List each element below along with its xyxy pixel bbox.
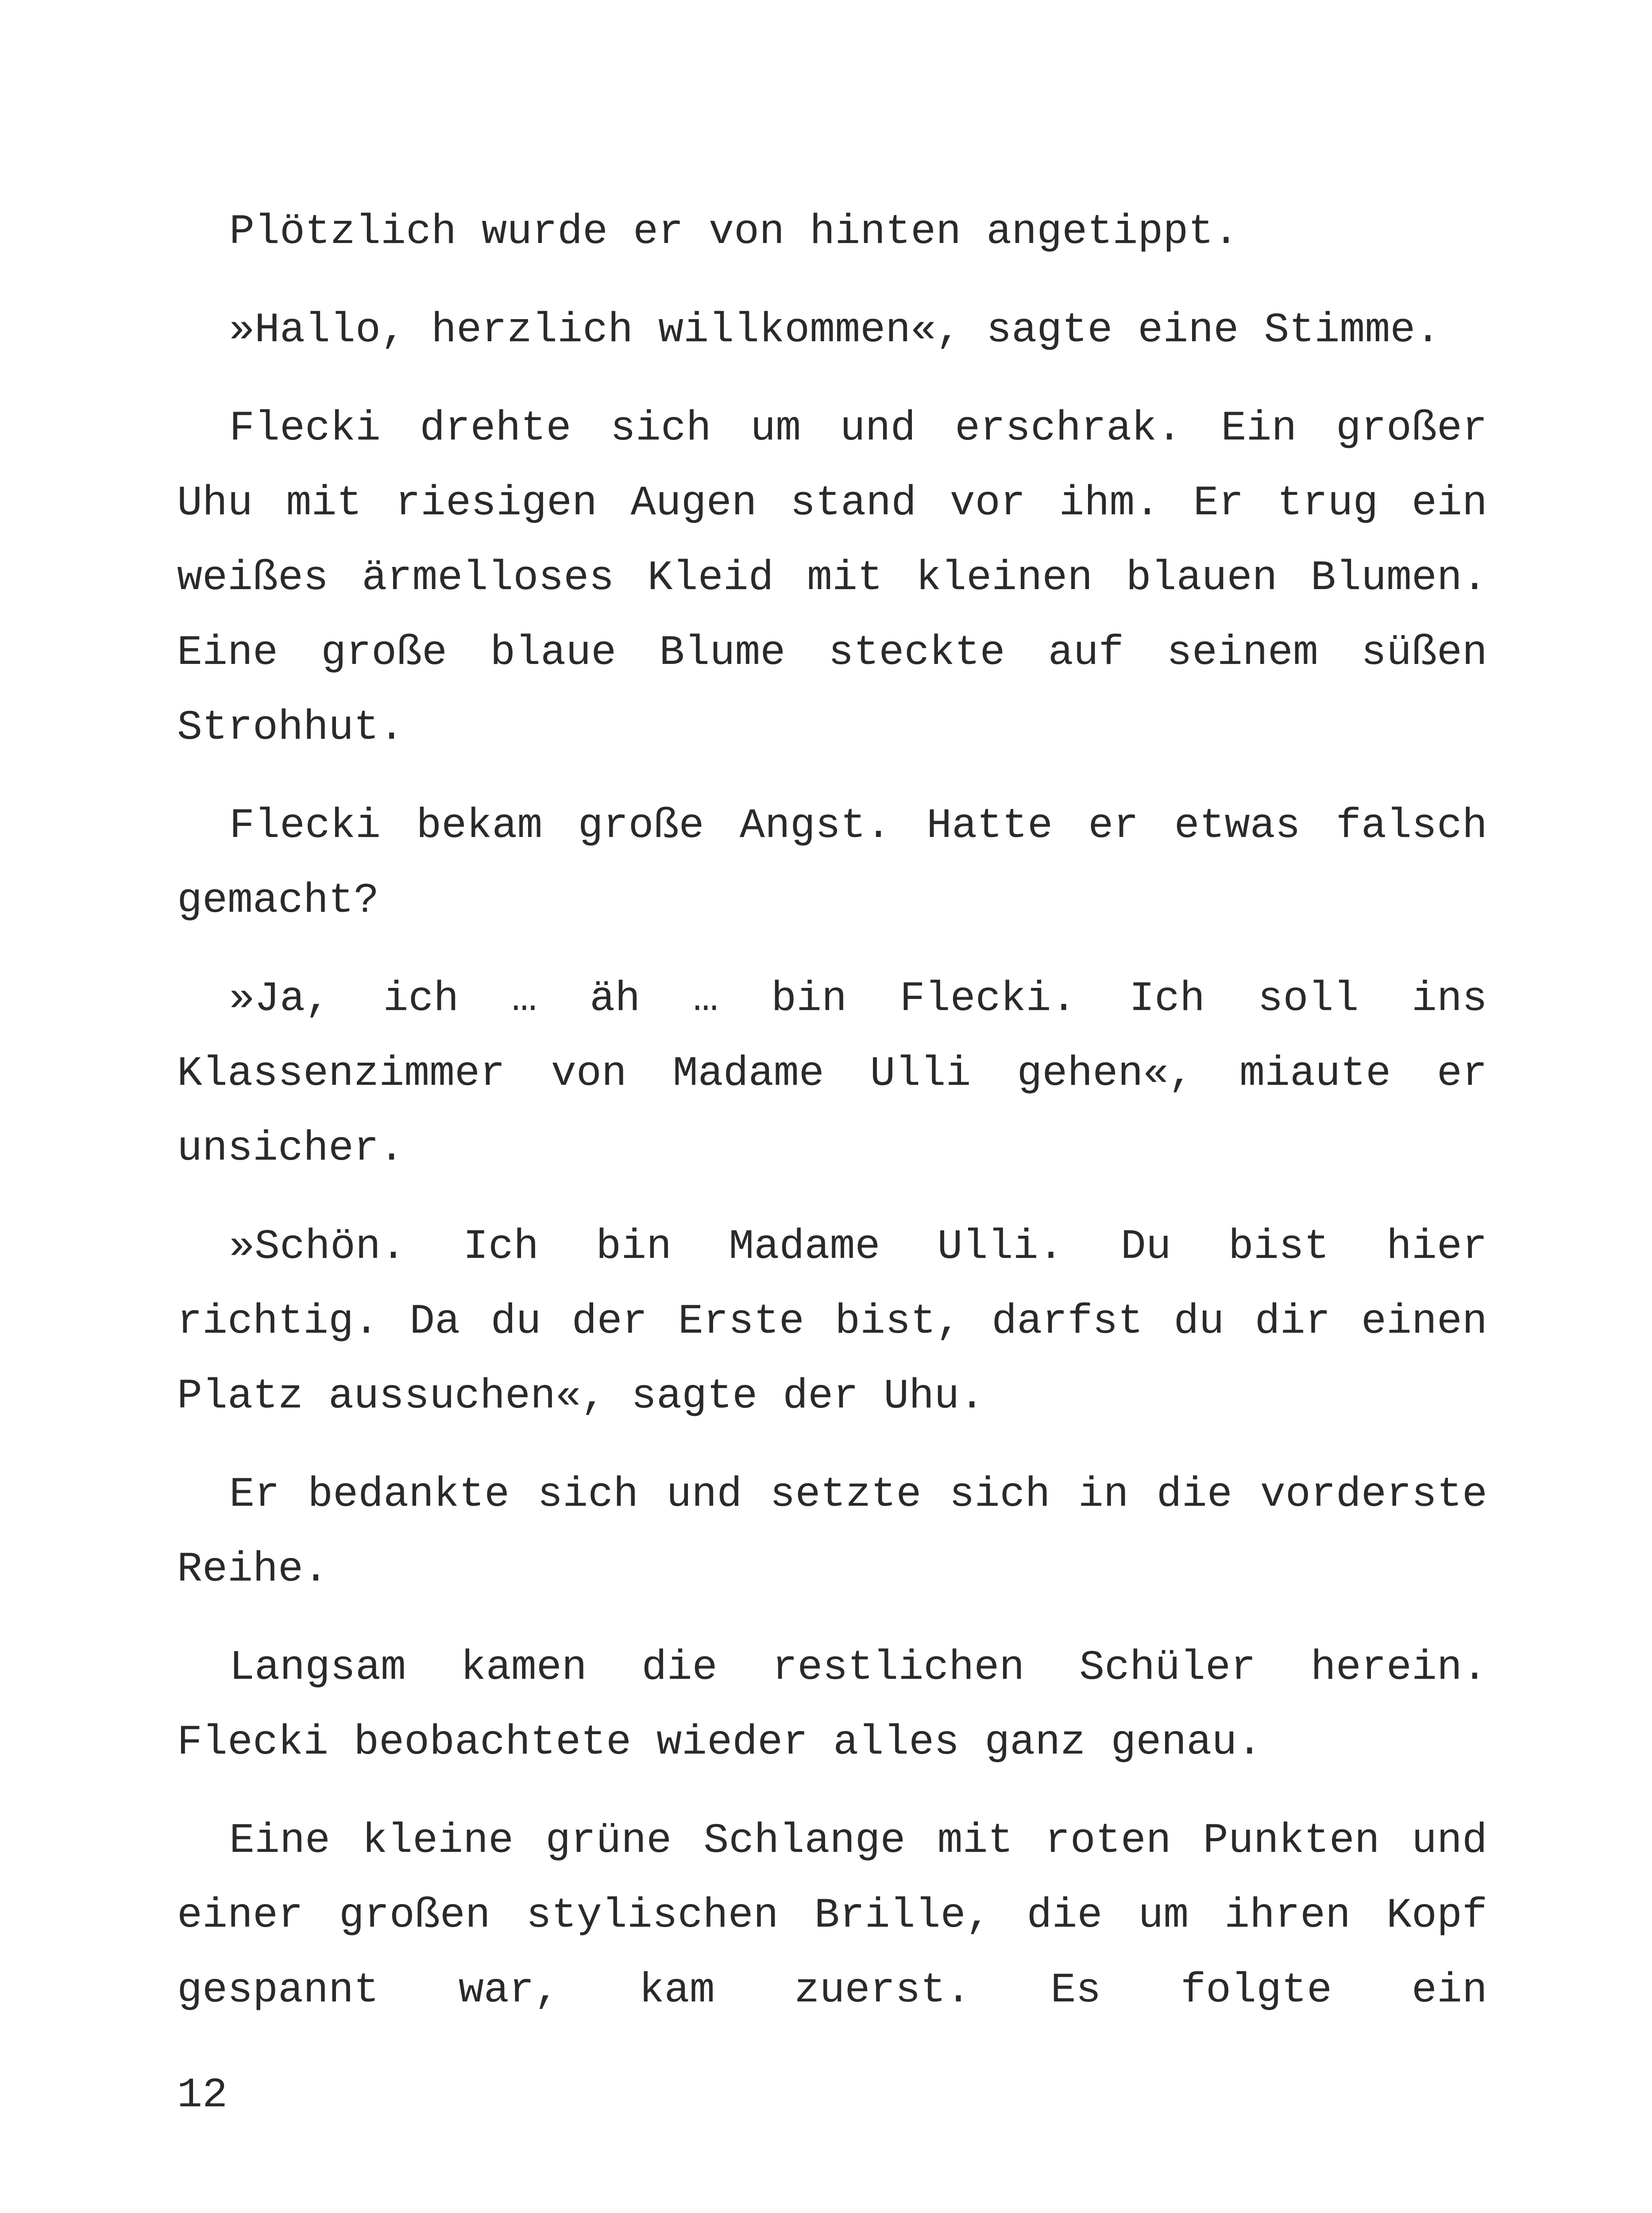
paragraph: »Hallo, herzlich willkommen«, sagte eine Stimme. [229, 306, 1441, 354]
paragraph: Langsam kamen die restlichen Schüler herein. Flecki beobachtete wieder alles ganz genau. [177, 1644, 1487, 1766]
body-text [177, 195, 1487, 2051]
paragraph: Plötzlich wurde er von hinten angetippt. [229, 208, 1239, 256]
paragraph-continued: Eine kleine grüne Schlange mit roten Punkten und einer großen stylischen Brille, die um ihren Kopf gespannt war, kam zuerst. Es folgte ein [177, 1817, 1487, 2014]
paragraph: »Ja, ich … äh … bin Flecki. Ich soll ins Klassenzimmer von Madame Ulli gehen«, miaute er unsicher. [177, 975, 1487, 1172]
paragraph: »Schön. Ich bin Madame Ulli. Du bist hier richtig. Da du der Erste bist, darfst du dir einen Platz aussuchen«, sagte der Uhu. [177, 1223, 1487, 1420]
paragraph: Er bedankte sich und setzte sich in die vorderste Reihe. [177, 1471, 1487, 1593]
paragraph: Flecki bekam große Angst. Hatte er etwas falsch gemacht? [177, 802, 1487, 925]
page-number: 12 [177, 2071, 228, 2119]
paragraph: Flecki drehte sich um und erschrak. Ein großer Uhu mit riesigen Augen stand vor ihm. Er trug ein weißes ärmelloses Kleid mit kleinen blauen Blumen. Eine große blaue Blume steckte auf seinem süßen Strohhut. [177, 405, 1487, 752]
